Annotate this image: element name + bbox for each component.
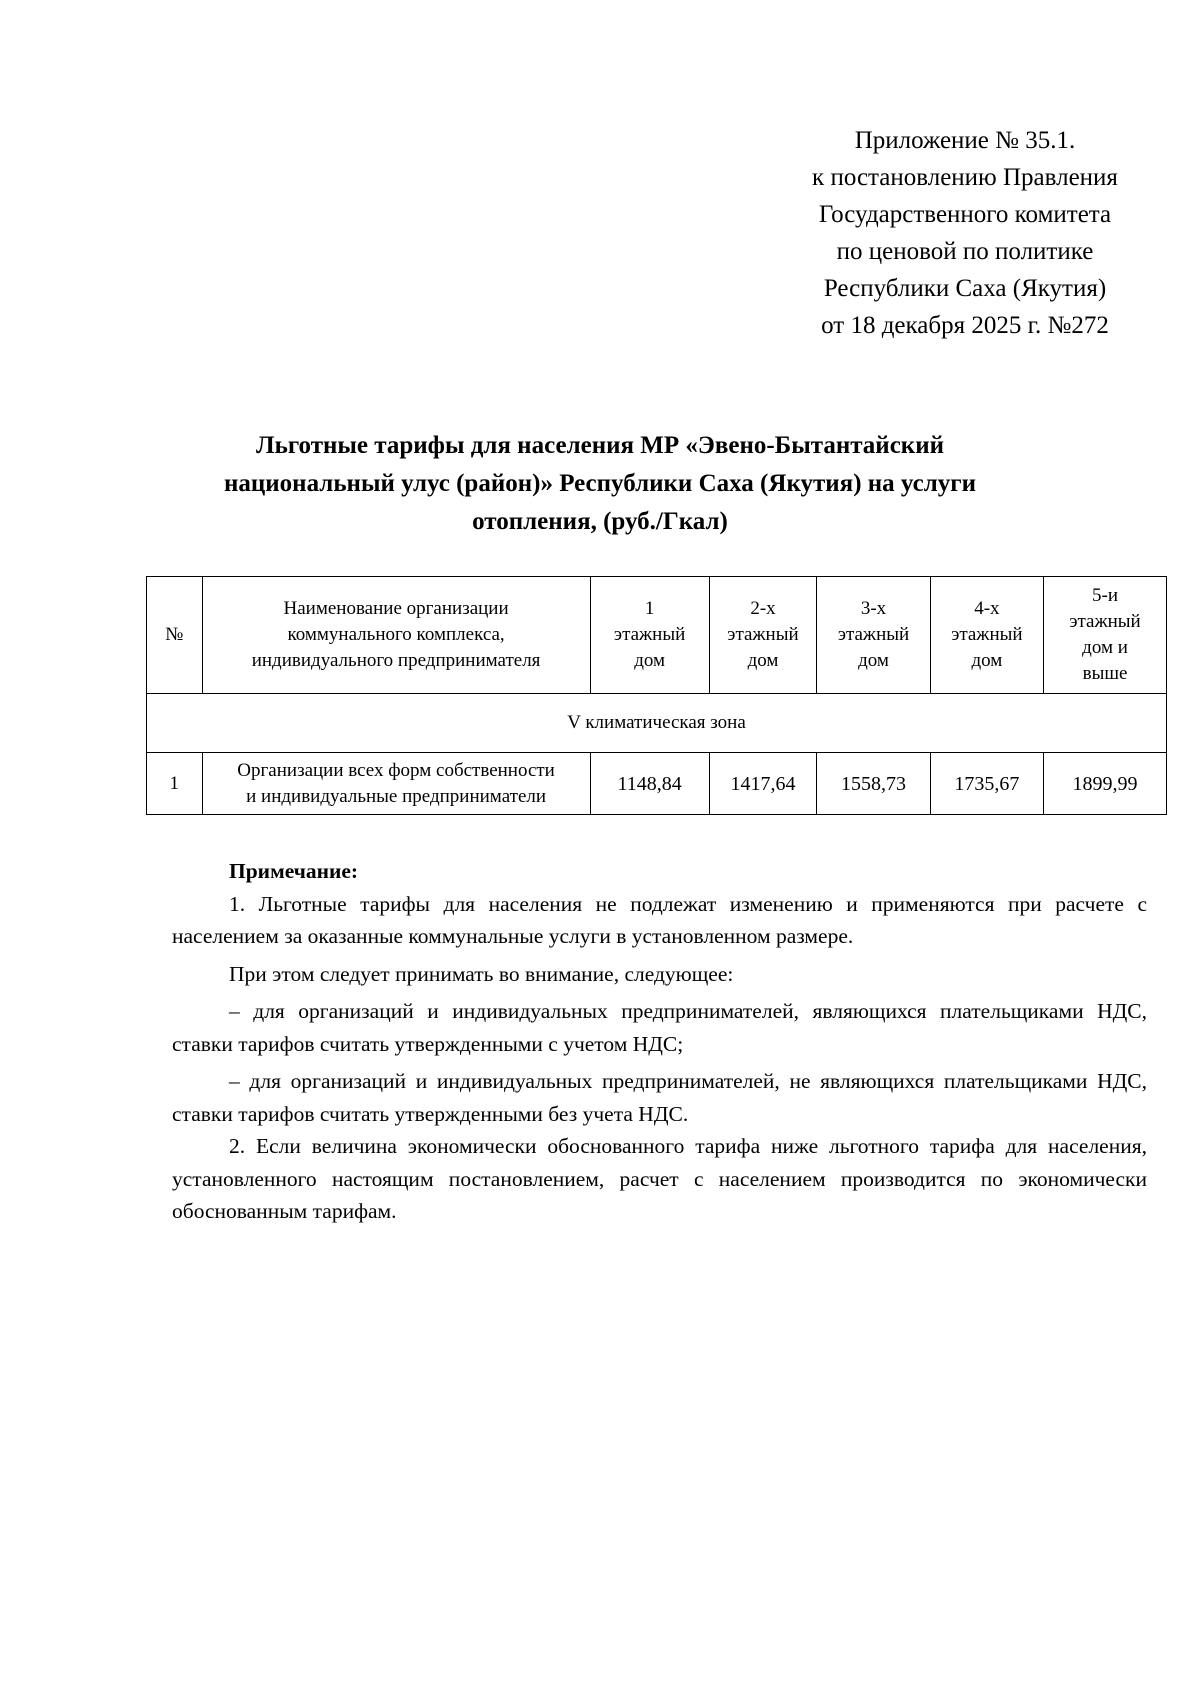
header-line: этажный	[837, 624, 910, 645]
tariff-3-floor: 1558,73	[817, 753, 930, 815]
header-line: индивидуального предпринимателя	[251, 650, 541, 671]
appendix-line: Государственного комитета	[818, 201, 1112, 228]
header-4-floor	[930, 577, 1043, 694]
appendix-line: Республики Саха (Якутия)	[823, 275, 1107, 302]
header-line: коммунального комплекса,	[287, 624, 505, 645]
tariff-4-floor: 1735,67	[930, 753, 1043, 815]
header-1-floor	[590, 577, 709, 694]
notes-heading: Примечание:	[229, 859, 359, 883]
document-title	[150, 427, 1050, 541]
table-row	[147, 753, 1167, 815]
tariff-table	[146, 576, 1167, 815]
header-line: этажный	[951, 624, 1023, 645]
title-line: отопления, (руб./Гкал)	[472, 508, 728, 535]
note-paragraph-3: – для организаций и индивидуальных предпринимателей, являющихся плательщиками НДС, ставки тарифов считать утвержденными с учетом НДС;	[172, 999, 1147, 1056]
header-number	[147, 577, 203, 694]
header-number-label: №	[165, 624, 184, 645]
row-organization-name	[202, 753, 590, 815]
header-line: дом	[858, 650, 889, 671]
header-line: 5-и	[1092, 585, 1119, 606]
appendix-line: Приложение № 35.1.	[854, 127, 1076, 154]
appendix-header	[780, 122, 1150, 344]
title-line: Льготные тарифы для населения МР «Эвено-Бытантайский	[255, 432, 945, 459]
header-line: 4-х	[974, 598, 1000, 619]
tariff-5-floor: 1899,99	[1044, 753, 1167, 815]
header-3-floor	[817, 577, 930, 694]
table-header-row	[147, 577, 1167, 694]
header-line: выше	[1082, 663, 1128, 684]
climate-zone-label: V климатическая зона	[147, 694, 1167, 753]
row-name-line: Организации всех форм собственности	[237, 759, 555, 781]
note-paragraph-1: 1. Льготные тарифы для населения не подлежат изменению и применяются при расчете с населением за оказанные коммунальные услуги в установленном размере.	[172, 891, 1147, 948]
note-paragraph-4: – для организаций и индивидуальных предпринимателей, не являющихся плательщиками НДС, ставки тарифов считать утвержденными без учета НДС.	[172, 1069, 1147, 1126]
header-line: дом	[747, 650, 779, 671]
notes-section	[172, 855, 1147, 1228]
header-line: этажный	[1069, 611, 1141, 632]
appendix-line: по ценовой по политике	[836, 238, 1094, 265]
appendix-line: от 18 декабря 2025 г. №272	[821, 312, 1109, 339]
header-line: 2-х	[750, 598, 776, 619]
header-line: Наименование организации	[283, 598, 509, 619]
header-5-floor	[1044, 577, 1167, 694]
title-line: национальный улус (район)» Республики Саха (Якутия) на услуги	[223, 470, 977, 497]
header-line: 3-х	[860, 598, 887, 619]
header-line: дом и	[1082, 637, 1128, 658]
header-2-floor	[709, 577, 817, 694]
row-number: 1	[147, 753, 203, 815]
header-line: дом	[634, 650, 666, 671]
header-line: этажный	[727, 624, 799, 645]
climate-zone-row	[147, 694, 1167, 753]
note-paragraph-2: При этом следует принимать во внимание, следующее:	[229, 961, 734, 986]
row-name-line: и индивидуальные предприниматели	[246, 785, 547, 807]
header-organization	[202, 577, 590, 694]
note-paragraph-5: 2. Если величина экономически обоснованного тарифа ниже льготного тарифа для населения, установленного настоящим постановлением, расчет с населением производится по экономически обоснованным тарифам.	[172, 1134, 1147, 1223]
header-line: дом	[971, 650, 1003, 671]
appendix-line: к постановлению Правления	[812, 164, 1118, 191]
tariff-2-floor: 1417,64	[709, 753, 817, 815]
tariff-1-floor: 1148,84	[590, 753, 709, 815]
header-line: этажный	[613, 624, 686, 645]
header-line: 1	[644, 598, 655, 619]
